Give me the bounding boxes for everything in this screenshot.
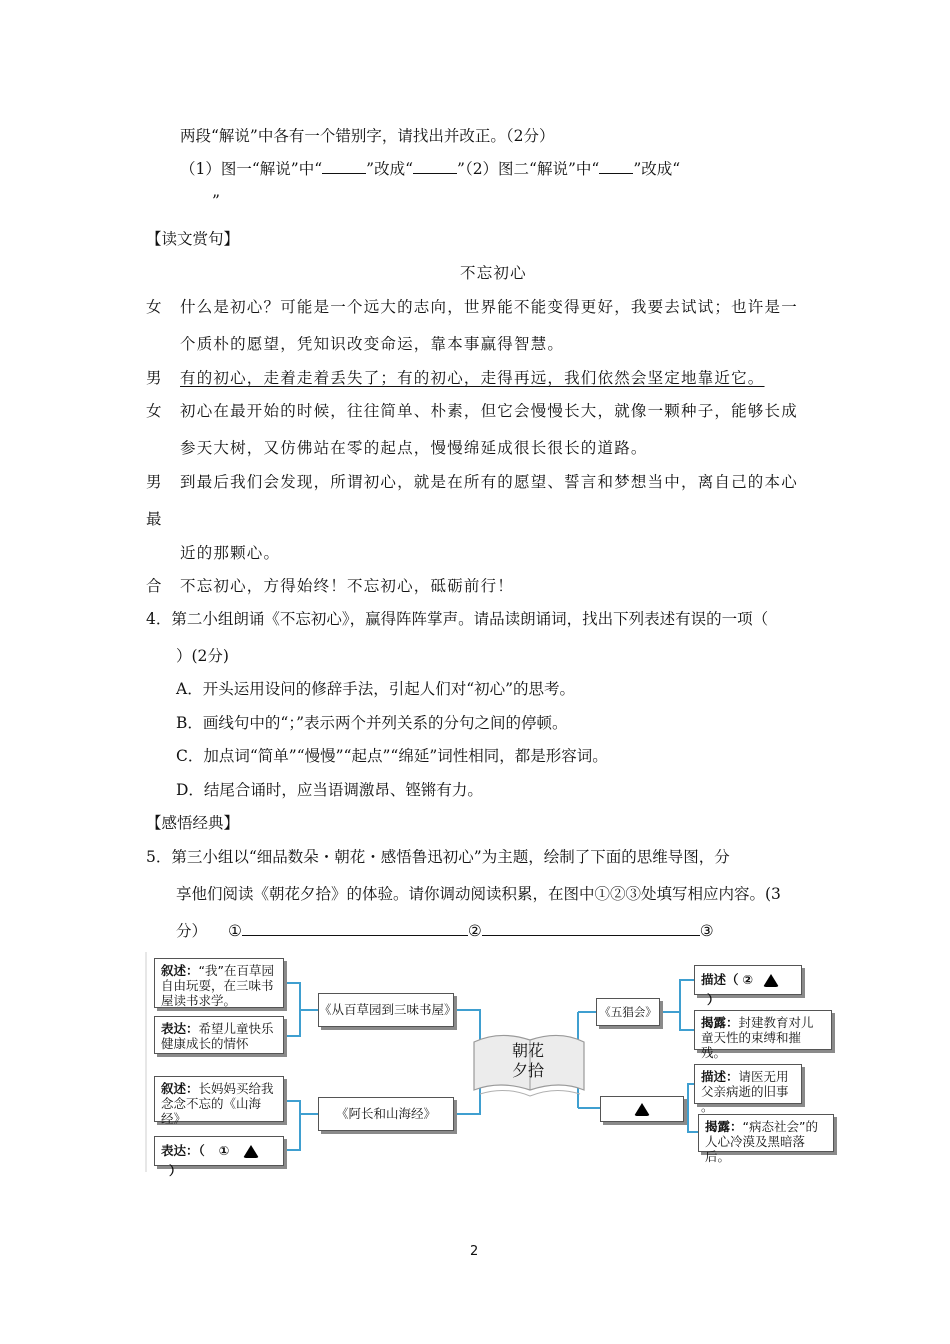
- poem-line: 个质朴的愿望，凭知识改变命运，靠本事赢得智慧。: [180, 335, 565, 353]
- q5-marker-1: ①: [227, 922, 242, 940]
- q3-part1-b: ”改成“: [366, 160, 413, 178]
- node-text: 希望儿童快乐健康成长的情怀: [161, 1021, 274, 1051]
- poem-line: 参天大树，又仿佛站在零的起点，慢慢绵延成很长很长的道路。: [180, 439, 648, 457]
- q4-option-a: A．开头运用设问的修辞手法，引起人们对“初心”的思考。: [176, 680, 576, 698]
- node-marker: ①: [218, 1143, 230, 1158]
- node-end: ）: [169, 1163, 182, 1178]
- node-label: 叙述：: [161, 1081, 199, 1096]
- mindmap-node-b1-narration: [154, 958, 284, 1008]
- mindmap-node-b2-expression: [154, 1136, 284, 1178]
- poem-line-wrap: 最: [146, 510, 163, 528]
- poem-speaker: 女: [146, 402, 163, 420]
- mindmap-center-top: 朝花: [512, 1041, 545, 1060]
- q3-part2-a: （2）图二“解说”中“: [464, 160, 600, 178]
- node-text: 长妈妈买给我念念不忘的《山海经》: [161, 1081, 274, 1126]
- triangle-icon: [763, 974, 779, 987]
- mindmap-node-b2-narration: [154, 1076, 284, 1126]
- mindmap-node-b3-description: [694, 965, 802, 1007]
- mindmap-node-b4-description: [694, 1064, 802, 1114]
- page-number: 2: [470, 1244, 479, 1259]
- node-text: “我”在百草园自由玩耍，在三味书屋读书求学。: [161, 963, 274, 1008]
- poem-title: 不忘初心: [460, 264, 527, 282]
- q4-option-c: C．加点词“简单”“慢慢”“起点”“绵延”词性相同，都是形容词。: [176, 747, 608, 765]
- q5-marker-2: ②: [467, 922, 482, 940]
- q4-option-b: B．画线句中的“；”表示两个并列关系的分句之间的停顿。: [176, 714, 568, 732]
- q3-part2-b: ”改成“: [633, 160, 681, 178]
- node-label: 表达：（: [161, 1143, 205, 1158]
- node-label: 描述：: [701, 1069, 739, 1084]
- node-end: ）: [707, 992, 720, 1007]
- q5-line3: 分）: [176, 922, 208, 940]
- q3-closing-quote: ”: [212, 192, 220, 210]
- poem-speaker: 合: [146, 577, 163, 595]
- q4-stem-tail: ）(2分): [176, 647, 229, 665]
- mindmap-book-1: 《从百草园到三味书屋》: [318, 993, 454, 1027]
- poem-speaker: 男: [146, 473, 163, 491]
- triangle-icon: [634, 1103, 650, 1116]
- mindmap-center-bottom: 夕拾: [512, 1061, 545, 1080]
- node-text: 封建教育对儿童天性的束缚和摧残。: [701, 1015, 814, 1060]
- poem-line: 不忘初心，方得始终！不忘初心，砥砺前行！: [180, 577, 515, 595]
- section-reading-heading: 【读文赏句】: [146, 230, 240, 248]
- q4-option-d: D．结尾合诵时，应当语调激昂、铿锵有力。: [176, 781, 483, 799]
- poem-line: 近的那颗心。: [180, 544, 281, 562]
- node-text: “病态社会”的人心冷漠及黑暗落后。: [705, 1119, 818, 1164]
- node-label: 叙述：: [161, 963, 199, 978]
- node-label: 描述（: [701, 972, 739, 987]
- q5-line1: 5．第三小组以“细品数朵・朝花・感悟鲁迅初心”为主题，绘制了下面的思维导图，分: [146, 848, 730, 866]
- poem-speaker: 女: [146, 298, 163, 316]
- poem-line: 到最后我们会发现，所谓初心，就是在所有的愿望、誓言和梦想当中，离自己的本心: [180, 473, 798, 491]
- q5-marker-3: ③: [699, 922, 714, 940]
- poem-speaker: 男: [146, 369, 163, 387]
- triangle-icon: [243, 1145, 259, 1158]
- section-classic-heading: 【感悟经典】: [146, 814, 240, 832]
- q3-part1-c: ”: [457, 160, 465, 178]
- poem-line: 什么是初心？可能是一个远大的志向，世界能不能变得更好，我要去试试；也许是一: [180, 298, 798, 316]
- node-marker: ②: [742, 972, 754, 987]
- mindmap-book-4-blank: [600, 1096, 684, 1122]
- node-label: 表达：: [161, 1021, 199, 1036]
- q4-stem: 4．第二小组朗诵《不忘初心》，赢得阵阵掌声。请品读朗诵词，找出下列表述有误的一项（: [146, 610, 769, 628]
- q3-part1-a: （1）图一“解说”中“: [180, 160, 323, 178]
- poem-line-underlined: 有的初心，走着走着丢失了；有的初心，走得再远，我们依然会坚定地靠近它。: [180, 369, 765, 387]
- mindmap-node-b1-expression: [154, 1016, 284, 1054]
- poem-line: 初心在最开始的时候，往往简单、朴素，但它会慢慢长大，就像一颗种子，能够长成: [180, 402, 798, 420]
- node-label: 揭露：: [701, 1015, 739, 1030]
- mindmap-node-b3-reveal: [694, 1010, 832, 1060]
- node-label: 揭露：: [705, 1119, 743, 1134]
- q5-line2: 享他们阅读《朝花夕拾》的体验。请你调动阅读积累，在图中①②③处填写相应内容。(3: [176, 885, 781, 903]
- mindmap-node-b4-reveal: [698, 1114, 834, 1164]
- node-text: 请医无用父亲病逝的旧事 。: [701, 1069, 789, 1114]
- q3-line1: 两段“解说”中各有一个错别字，请找出并改正。（2分）: [180, 127, 555, 145]
- mindmap-book-2: 《阿长和山海经》: [318, 1097, 454, 1131]
- mindmap-book-3: 《五猖会》: [596, 998, 660, 1026]
